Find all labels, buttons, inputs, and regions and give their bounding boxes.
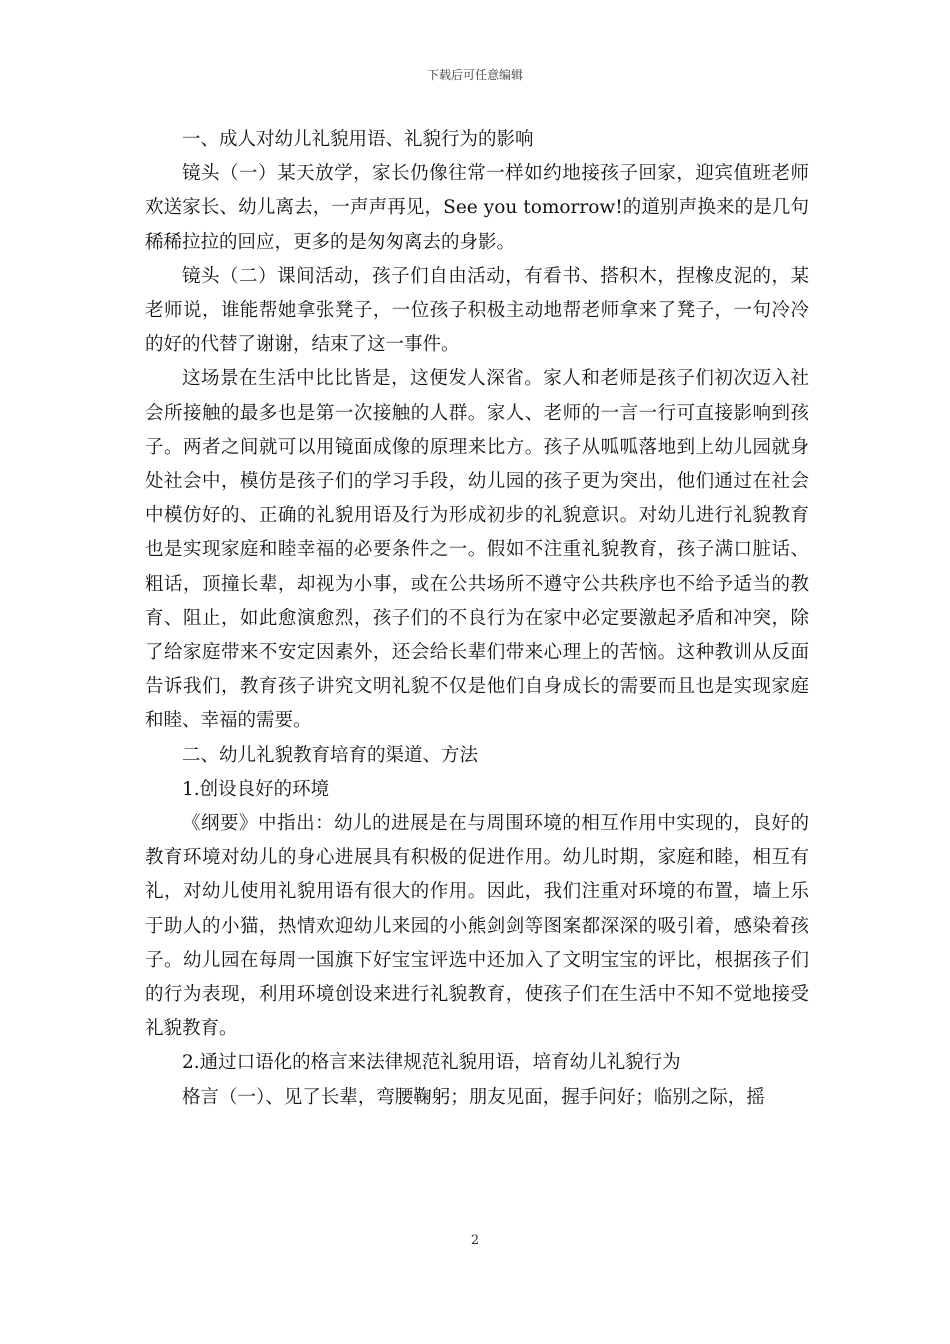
document-body bbox=[145, 123, 809, 1115]
subsection-heading-1: 1.创设良好的环境 bbox=[182, 778, 330, 800]
page-number: 2 bbox=[470, 1233, 480, 1248]
paragraph-scene-2: 镜头（二）课间活动，孩子们自由活动，有看书、搭积木，捏橡皮泥的，某老师说，谁能帮她拿张凳子，一位孩子积极主动地帮老师拿来了凳子，一句冷冷的好的代替了谢谢，结束了这一事件。 bbox=[145, 265, 809, 356]
section-heading-1: 一、成人对幼儿礼貌用语、礼貌行为的影响 bbox=[182, 129, 534, 150]
subsection-heading-2: 2.通过口语化的格言来法律规范礼貌用语，培育幼儿礼貌行为 bbox=[182, 1052, 681, 1074]
page-header: 下载后可任意编辑 bbox=[426, 68, 523, 82]
section-heading-2: 二、幼儿礼貌教育培育的渠道、方法 bbox=[182, 744, 479, 766]
paragraph-environment: 《纲要》中指出：幼儿的进展是在与周围环境的相互作用中实现的，良好的教育环境对幼儿的身心进展具有积极的促进作用。幼儿时期，家庭和睦，相互有礼，对幼儿使用礼貌用语有很大的作用。因此，我们注重对环境的布置，墙上乐于助人的小猫，热情欢迎幼儿来园的小熊剑剑等图案都深深的吸引着，感染着孩子。幼儿园在每周一国旗下好宝宝评选中还加入了文明宝宝的评比，根据孩子们的行为表现，利用环境创设来进行礼貌教育，使孩子们在生活中不知不觉地接受礼貌教育。 bbox=[145, 813, 809, 1040]
paragraph-analysis: 这场景在生活中比比皆是，这便发人深省。家人和老师是孩子们初次迈入社会所接触的最多也是第一次接触的人群。家人、老师的一言一行可直接影响到孩子。两者之间就可以用镜面成像的原理来比方。孩子从呱呱落地到上幼儿园就身处社会中，模仿是孩子们的学习手段，幼儿园的孩子更为突出，他们通过在社会中模仿好的、正确的礼貌用语及行为形成初步的礼貌意识。对幼儿进行礼貌教育也是实现家庭和睦幸福的必要条件之一。假如不注重礼貌教育，孩子满口脏话、粗话，顶撞长辈，却视为小事，或在公共场所不遵守公共秩序也不给予适当的教育、阻止，如此愈演愈烈，孩子们的不良行为在家中必定要激起矛盾和冲突，除了给家庭带来不安定因素外，还会给长辈们带来心理上的苦恼。这种教训从反面告诉我们，教育孩子讲究文明礼貌不仅是他们自身成长的需要而且也是实现家庭和睦、幸福的需要。 bbox=[145, 368, 809, 732]
paragraph-maxim: 格言（一）、见了长辈，弯腰鞠躬；朋友见面，握手问好；临别之际，摇 bbox=[182, 1086, 765, 1108]
paragraph-scene-1: 镜头（一）某天放学，家长仍像往常一样如约地接孩子回家，迎宾值班老师欢送家长、幼儿离去，一声声再见，See you tomorrow!的道别声换来的是几句稀稀拉拉的回应，更多的是匆匆离去的身影。 bbox=[145, 163, 809, 253]
